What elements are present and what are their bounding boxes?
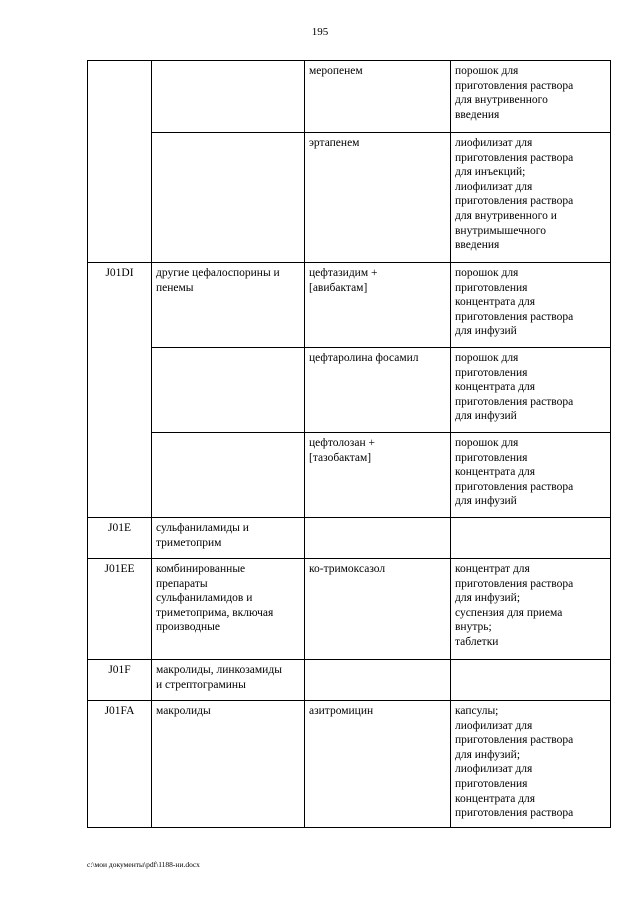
dosage-form-cell: порошок для приготовления концентрата для приготовления раствора для инфузий — [451, 348, 611, 433]
group-cell — [152, 61, 305, 133]
atc-code-cell — [88, 61, 152, 263]
table-row — [88, 518, 611, 559]
drug-name-cell: цефтазидим + [авибактам] — [305, 263, 451, 348]
atc-code-cell: J01DI — [88, 263, 152, 518]
drug-name-cell: азитромицин — [305, 701, 451, 828]
dosage-form-cell: порошок для приготовления концентрата для приготовления раствора для инфузий — [451, 433, 611, 518]
dosage-form-cell: порошок для приготовления концентрата для приготовления раствора для инфузий — [451, 263, 611, 348]
table-row — [88, 61, 611, 133]
table-row — [88, 133, 611, 263]
atc-code-cell: J01FA — [88, 701, 152, 828]
drug-name-cell: ко-тримоксазол — [305, 559, 451, 660]
table-row — [88, 348, 611, 433]
dosage-form-cell — [451, 660, 611, 701]
table-row — [88, 559, 611, 660]
page-number: 195 — [311, 26, 329, 38]
group-cell — [152, 433, 305, 518]
drug-name-cell: меропенем — [305, 61, 451, 133]
group-cell — [152, 348, 305, 433]
drug-name-cell — [305, 518, 451, 559]
group-cell — [152, 133, 305, 263]
group-cell: сульфаниламиды и триметоприм — [152, 518, 305, 559]
group-cell: комбинированные препараты сульфаниламидов и триметоприма, включая производные — [152, 559, 305, 660]
drug-name-cell: цефтолозан + [тазобактам] — [305, 433, 451, 518]
dosage-form-cell: капсулы; лиофилизат для приготовления раствора для инфузий; лиофилизат для приготовления концентрата для приготовления раствора — [451, 701, 611, 828]
drug-name-cell: эртапенем — [305, 133, 451, 263]
table-row — [88, 263, 611, 348]
footer-file-path: c:\мои документы\pdf\1188-ни.docx — [87, 860, 200, 869]
dosage-form-cell: порошок для приготовления раствора для внутривенного введения — [451, 61, 611, 133]
drug-table — [87, 60, 611, 828]
table-row — [88, 433, 611, 518]
dosage-form-cell: концентрат для приготовления раствора для инфузий; суспензия для приема внутрь; таблетки — [451, 559, 611, 660]
drug-name-cell — [305, 660, 451, 701]
table-row — [88, 660, 611, 701]
group-cell: макролиды, линкозамиды и стрептограмины — [152, 660, 305, 701]
table-row — [88, 701, 611, 828]
atc-code-cell: J01E — [88, 518, 152, 559]
atc-code-cell: J01EE — [88, 559, 152, 660]
atc-code-cell: J01F — [88, 660, 152, 701]
drug-name-cell: цефтаролина фосамил — [305, 348, 451, 433]
group-cell: другие цефалоспорины и пенемы — [152, 263, 305, 348]
dosage-form-cell: лиофилизат для приготовления раствора для инъекций; лиофилизат для приготовления раствора для внутривенного и внутримышечного введения — [451, 133, 611, 263]
dosage-form-cell — [451, 518, 611, 559]
group-cell: макролиды — [152, 701, 305, 828]
